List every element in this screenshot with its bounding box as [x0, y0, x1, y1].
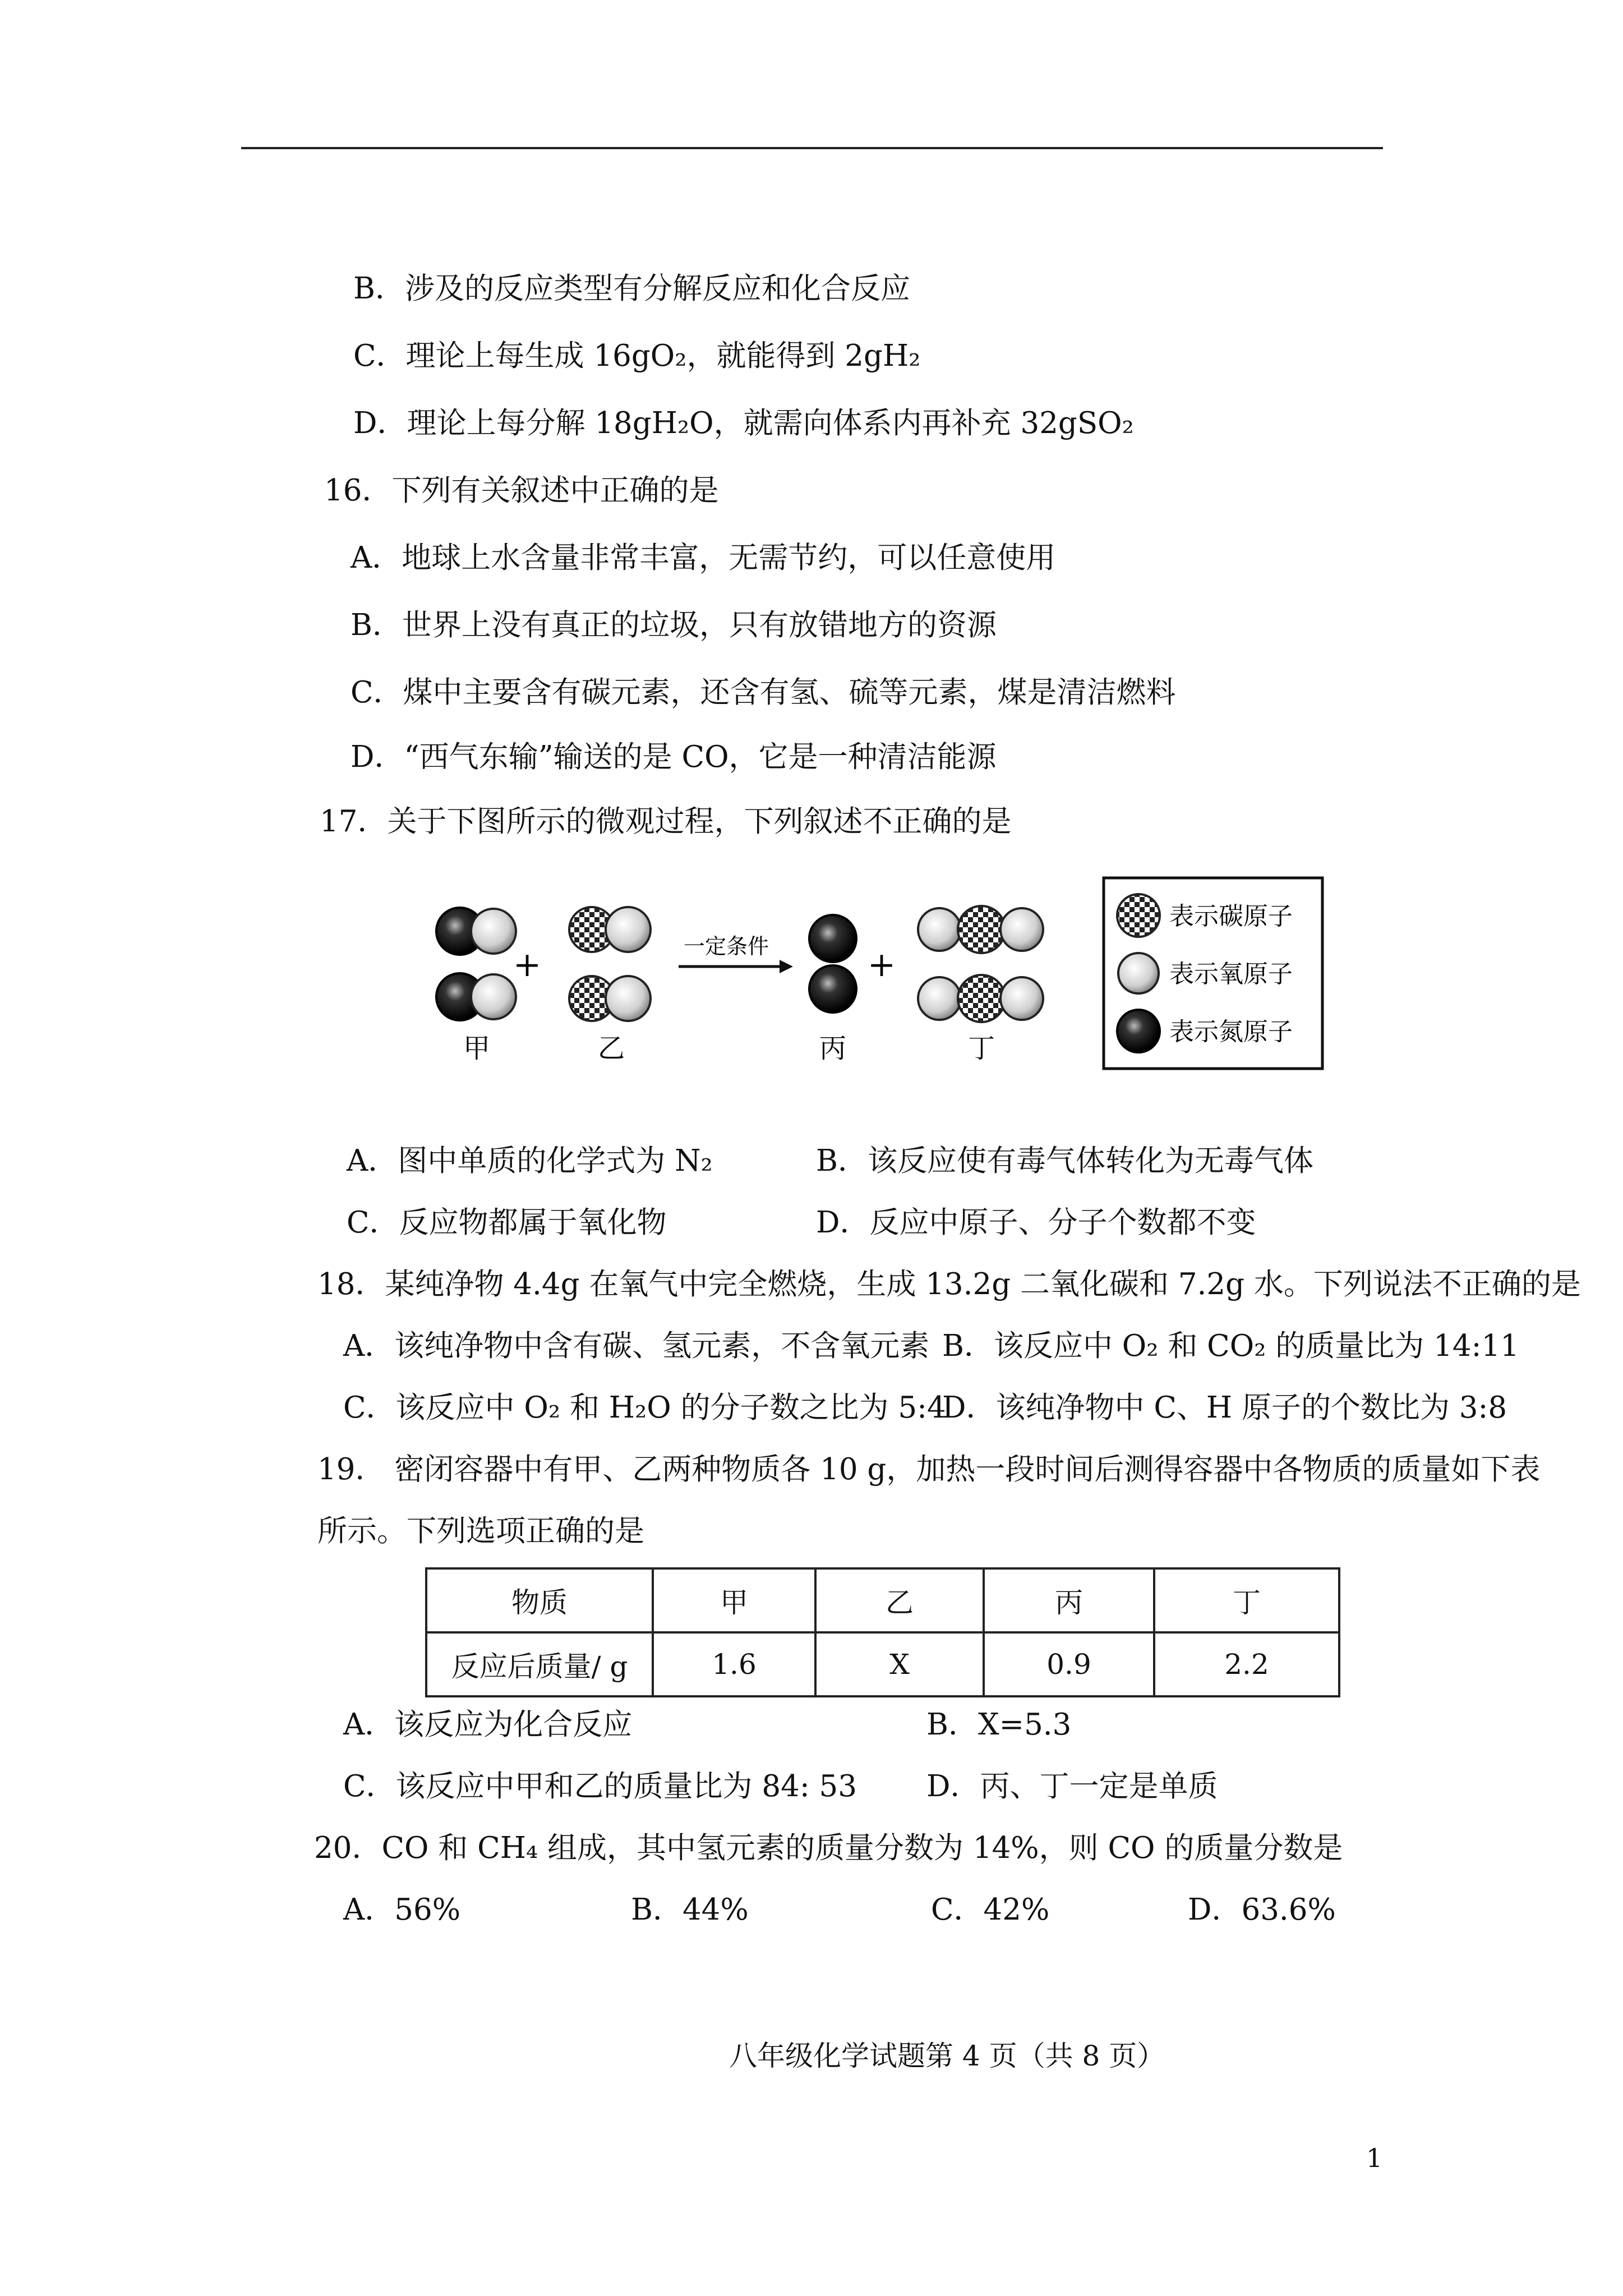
reaction-arrowhead: [780, 960, 793, 973]
q18-option-c: C．该反应中 O₂ 和 H₂O 的分子数之比为 5:4: [343, 1391, 946, 1425]
table-cell: 丁: [1154, 1568, 1339, 1632]
header-rule: [241, 147, 1383, 149]
q16-option-b: B．世界上没有真正的垃圾，只有放错地方的资源: [351, 608, 997, 642]
table-header-row: [426, 1568, 1339, 1632]
q19-option-d: D．丙、丁一定是单质: [926, 1769, 1218, 1803]
q20-option-c: C．42%: [931, 1893, 1050, 1927]
table-cell: 物质: [426, 1568, 653, 1632]
product-ding: [918, 906, 1043, 1022]
reactant-yi: [569, 907, 651, 1021]
q17-option-d: D．反应中原子、分子个数都不变: [816, 1205, 1256, 1240]
q16-option-c: C．煤中主要含有碳元素，还含有氢、硫等元素，煤是清洁燃料: [351, 675, 1176, 710]
q19-option-c: C．该反应中甲和乙的质量比为 84: 53: [343, 1769, 857, 1803]
table-cell: X: [815, 1632, 984, 1696]
q17-stem: 17．关于下图所示的微观过程，下列叙述不正确的是: [320, 804, 1012, 839]
product-bing: [809, 915, 856, 1013]
q15-option-c: C．理论上每生成 16gO₂，就能得到 2gH₂: [353, 339, 921, 373]
diagram-legend: [1104, 878, 1322, 1069]
legend-carbon: 表示碳原子: [1169, 902, 1293, 931]
q16-option-a: A．地球上水含量非常丰富，无需节约，可以任意使用: [351, 541, 1056, 575]
label-bing: 丙: [819, 1033, 847, 1064]
mass-table: [425, 1567, 1340, 1697]
q19-option-a: A．该反应为化合反应: [343, 1708, 633, 1742]
q19-stem-line2: 所示。下列选项正确的是: [317, 1514, 644, 1548]
legend-oxygen: 表示氧原子: [1169, 960, 1293, 988]
q19-stem-line1: 19． 密闭容器中有甲、乙两种物质各 10 g，加热一段时间后测得容器中各物质的质量如下表: [317, 1452, 1541, 1487]
table-cell: 1.6: [653, 1632, 815, 1696]
reaction-condition: 一定条件: [683, 934, 769, 959]
table-cell: 乙: [815, 1568, 984, 1632]
legend-nitrogen: 表示氮原子: [1169, 1018, 1293, 1046]
q18-option-b: B．该反应中 O₂ 和 CO₂ 的质量比为 14:11: [942, 1329, 1519, 1363]
page-footer: 八年级化学试题第 4 页（共 8 页）: [729, 2040, 1165, 2072]
table-row: [426, 1632, 1339, 1696]
page-number: 1: [1366, 2143, 1383, 2173]
plus-sign-1: +: [513, 945, 542, 984]
label-yi: 乙: [597, 1033, 625, 1064]
q19-option-b: B．X=5.3: [926, 1708, 1072, 1742]
label-ding: 丁: [967, 1033, 995, 1064]
reaction-diagram: [393, 867, 1335, 1091]
q18-option-d: D．该纯净物中 C、H 原子的个数比为 3:8: [942, 1391, 1507, 1425]
label-jia: 甲: [463, 1033, 491, 1064]
q15-option-b: B．涉及的反应类型有分解反应和化合反应: [353, 272, 910, 306]
q18-stem: 18．某纯净物 4.4g 在氧气中完全燃烧，生成 13.2g 二氧化碳和 7.2g 水。下列说法不正确的是: [317, 1267, 1581, 1301]
table-cell: 0.9: [984, 1632, 1154, 1696]
reactant-jia: [436, 908, 516, 1020]
table-cell: 2.2: [1154, 1632, 1339, 1696]
q20-option-a: A．56%: [343, 1893, 461, 1927]
q16-option-d: D．“西气东输”输送的是 CO，它是一种清洁能源: [351, 740, 997, 774]
table-cell: 反应后质量/ g: [426, 1632, 653, 1696]
q16-stem: 16．下列有关叙述中正确的是: [324, 473, 719, 508]
table-cell: 丙: [984, 1568, 1154, 1632]
q15-option-d: D．理论上每分解 18gH₂O，就需向体系内再补充 32gSO₂: [353, 406, 1134, 440]
table-cell: 甲: [653, 1568, 815, 1632]
q17-option-a: A．图中单质的化学式为 N₂: [347, 1144, 713, 1178]
q20-stem: 20．CO 和 CH₄ 组成，其中氢元素的质量分数为 14%，则 CO 的质量分数是: [314, 1831, 1343, 1865]
plus-sign-2: +: [867, 945, 896, 984]
q17-option-c: C．反应物都属于氧化物: [347, 1205, 667, 1240]
q20-option-b: B．44%: [631, 1893, 749, 1927]
q17-option-b: B．该反应使有毒气体转化为无毒气体: [816, 1144, 1313, 1178]
q18-option-a: A．该纯净物中含有碳、氢元素，不含氧元素: [343, 1329, 930, 1363]
q20-option-d: D．63.6%: [1188, 1893, 1336, 1927]
